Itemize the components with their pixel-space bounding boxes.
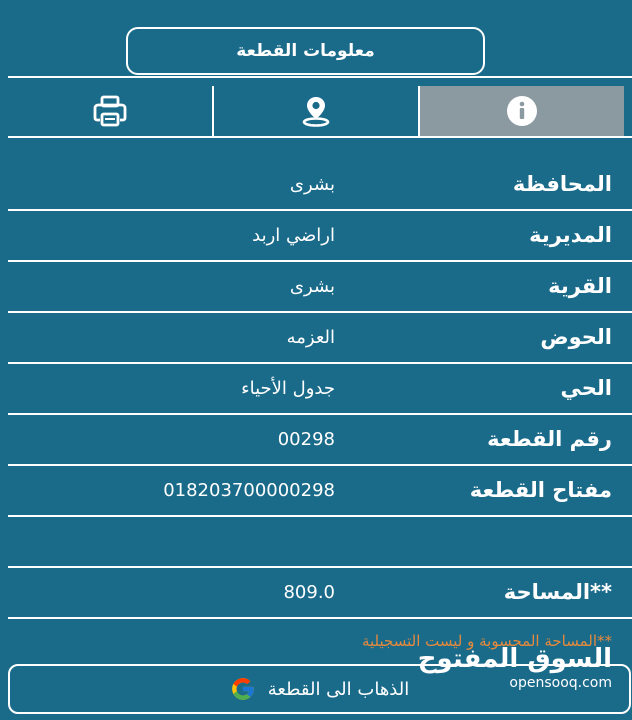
info-row-governorate — [8, 160, 632, 211]
go-to-plot-label: الذهاب الى القطعة — [267, 678, 410, 700]
tab-print[interactable] — [8, 86, 212, 136]
row-label: المديرية — [529, 223, 612, 247]
page-title — [126, 27, 485, 75]
row-value: 018203700000298 — [163, 480, 335, 501]
row-label: الحوض — [540, 325, 612, 349]
watermark-arabic: السوق المفتوح — [417, 644, 612, 674]
area-footnote: **المساحة المحسوبة و ليست التسجيلية — [361, 632, 612, 650]
info-row-neighborhood — [8, 364, 632, 415]
info-row-basin — [8, 313, 632, 364]
row-value: جدول الأحياء — [241, 378, 335, 399]
row-label: القرية — [548, 274, 612, 298]
go-to-plot-button[interactable] — [8, 664, 631, 714]
page-title-text: معلومات القطعة — [236, 41, 375, 61]
info-icon — [506, 95, 538, 127]
row-value: 809.0 — [283, 582, 335, 603]
row-label: المحافظة — [512, 172, 612, 196]
tab-bar — [8, 86, 624, 136]
plot-info-list — [8, 160, 632, 619]
row-value: بشرى — [289, 276, 335, 297]
row-value: 00298 — [277, 429, 335, 450]
watermark-english: opensooq.com — [509, 675, 612, 691]
google-icon — [230, 676, 256, 702]
tab-location[interactable] — [214, 86, 418, 136]
row-value: اراضي اربد — [252, 225, 335, 246]
row-value: بشرى — [289, 174, 335, 195]
info-row-plot-key — [8, 466, 632, 517]
info-row-empty — [8, 517, 632, 568]
info-row-directorate — [8, 211, 632, 262]
info-row-area — [8, 568, 632, 619]
tab-info[interactable] — [420, 86, 624, 136]
row-label: رقم القطعة — [487, 427, 612, 451]
row-label: الحي — [560, 376, 612, 400]
location-pin-icon — [301, 95, 331, 127]
title-divider — [8, 76, 632, 78]
tabs-divider — [8, 136, 632, 138]
row-label: مفتاح القطعة — [469, 478, 612, 502]
row-value: العزمه — [286, 327, 335, 348]
row-label: **المساحة — [503, 580, 612, 604]
printer-icon — [93, 95, 127, 127]
info-row-village — [8, 262, 632, 313]
info-row-plot-number — [8, 415, 632, 466]
